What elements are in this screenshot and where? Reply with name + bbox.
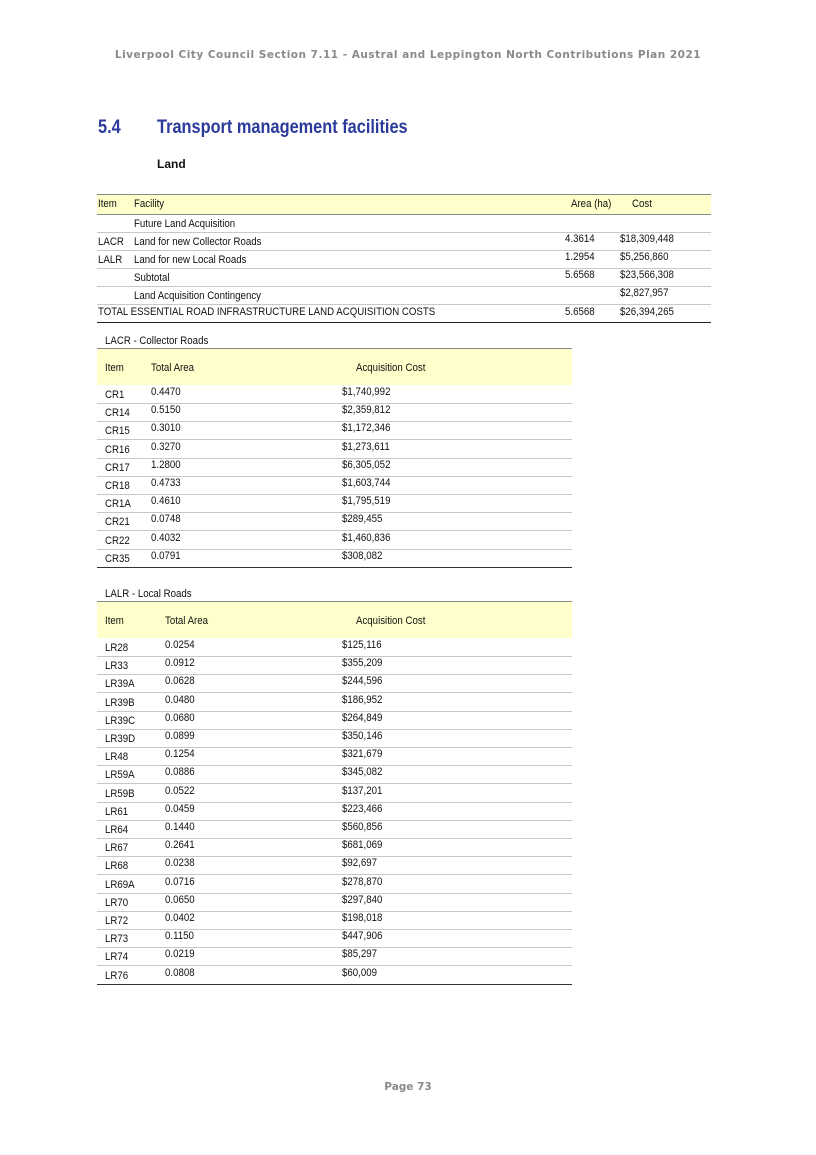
table-row: [97, 911, 572, 930]
row-item: LR39D: [105, 733, 136, 745]
row-acquisition-cost: $308,082: [342, 549, 383, 562]
total-area: 5.6568: [565, 306, 595, 318]
row-item: CR1A: [105, 498, 131, 511]
table-row: [97, 856, 572, 875]
row-total-area: 0.4032: [151, 531, 181, 544]
row-item: LR76: [105, 969, 129, 982]
row-facility: Land Acquisition Contingency: [134, 290, 262, 302]
row-cost: $5,256,860: [620, 251, 669, 263]
row-total-area: 0.1254: [165, 748, 195, 761]
row-item: LR48: [105, 751, 129, 764]
row-acquisition-cost: $137,201: [342, 784, 383, 797]
row-item: CR1: [105, 389, 125, 401]
table-row: [97, 765, 572, 784]
table-row: [97, 693, 572, 712]
row-item: LR28: [105, 642, 129, 654]
row-item: LR64: [105, 824, 129, 836]
row-facility: Future Land Acquisition: [134, 218, 236, 230]
local-roads-table: [97, 601, 572, 987]
table-row: [97, 421, 572, 440]
row-acquisition-cost: $1,460,836: [342, 531, 391, 544]
summary-row: [97, 250, 711, 269]
table-row: [97, 947, 572, 966]
table-row: [97, 838, 572, 857]
row-acquisition-cost: $92,697: [342, 857, 377, 870]
page-header: Liverpool City Council Section 7.11 - Austral and Leppington North Contributions Plan 2021: [114, 49, 702, 61]
row-total-area: 1.2800: [151, 458, 181, 471]
header-item: Item: [105, 362, 124, 374]
row-item: LR72: [105, 915, 129, 927]
summary-total-row: [97, 304, 711, 323]
row-total-area: 0.0912: [165, 657, 195, 670]
row-total-area: 0.0808: [165, 966, 195, 979]
row-total-area: 0.0680: [165, 711, 195, 724]
row-acquisition-cost: $278,870: [342, 875, 383, 888]
row-facility: Land for new Collector Roads: [134, 236, 262, 248]
row-facility: Land for new Local Roads: [134, 254, 247, 266]
row-item: LR59B: [105, 787, 135, 800]
summary-row: [97, 268, 711, 287]
header-item: Item: [105, 615, 124, 627]
row-total-area: 0.0899: [165, 730, 195, 742]
row-item: LR70: [105, 896, 129, 909]
row-acquisition-cost: $355,209: [342, 657, 383, 670]
row-item: CR35: [105, 552, 130, 565]
row-item: LR61: [105, 805, 129, 818]
row-acquisition-cost: $345,082: [342, 766, 383, 779]
row-total-area: 0.0748: [151, 513, 181, 526]
row-acquisition-cost: $681,069: [342, 839, 383, 852]
row-total-area: 0.3270: [151, 440, 181, 453]
header-acquisition-cost: Acquisition Cost: [356, 362, 426, 374]
row-acquisition-cost: $60,009: [342, 966, 377, 979]
table-row: [97, 929, 572, 948]
row-area: 1.2954: [565, 251, 595, 263]
row-item: LR33: [105, 660, 129, 673]
row-item: CR21: [105, 516, 130, 529]
row-acquisition-cost: $244,596: [342, 675, 383, 688]
row-acquisition-cost: $186,952: [342, 693, 383, 706]
row-item: LR69A: [105, 878, 135, 891]
table-row: [97, 966, 572, 985]
row-acquisition-cost: $297,840: [342, 893, 383, 906]
row-acquisition-cost: $560,856: [342, 821, 383, 833]
row-item: CR16: [105, 443, 130, 456]
row-acquisition-cost: $2,359,812: [342, 404, 391, 417]
local-table-title: LALR - Local Roads: [105, 588, 192, 600]
collector-header-row: [97, 348, 572, 385]
header-cost: Cost: [632, 198, 652, 210]
table-row: [97, 656, 572, 675]
section-title: Transport management facilities: [157, 117, 408, 138]
row-acquisition-cost: $264,849: [342, 711, 383, 724]
row-total-area: 0.0791: [151, 549, 181, 562]
table-row: [97, 385, 572, 404]
row-total-area: 0.5150: [151, 404, 181, 417]
row-total-area: 0.0219: [165, 948, 195, 961]
row-area: 5.6568: [565, 269, 595, 281]
row-acquisition-cost: $198,018: [342, 912, 383, 924]
row-item: CR22: [105, 534, 130, 547]
row-acquisition-cost: $1,273,611: [342, 440, 390, 453]
header-total-area: Total Area: [151, 362, 195, 374]
table-row: [97, 476, 572, 495]
row-acquisition-cost: $321,679: [342, 748, 383, 761]
table-row: [97, 674, 572, 693]
table-row: [97, 747, 572, 766]
table-row: [97, 893, 572, 912]
summary-row: [97, 286, 711, 305]
page-number: Page 73: [384, 1081, 432, 1093]
row-cost: $2,827,957: [620, 287, 669, 299]
table-row: [97, 802, 572, 821]
total-cost: $26,394,265: [620, 306, 674, 318]
row-item: LR73: [105, 933, 129, 946]
row-total-area: 0.4470: [151, 386, 181, 398]
header-facility: Facility: [134, 198, 165, 210]
row-item: CR15: [105, 425, 130, 438]
row-total-area: 0.0628: [165, 675, 195, 688]
row-item: LR68: [105, 860, 129, 873]
row-total-area: 0.0402: [165, 912, 195, 924]
row-total-area: 0.4610: [151, 495, 181, 508]
row-acquisition-cost: $223,466: [342, 802, 383, 815]
collector-table-title: LACR - Collector Roads: [105, 335, 209, 347]
row-total-area: 0.0650: [165, 893, 195, 906]
table-row: [97, 875, 572, 894]
row-cost: $23,566,308: [620, 269, 674, 281]
row-item: CR17: [105, 461, 130, 474]
table-row: [97, 531, 572, 550]
row-item: LR59A: [105, 769, 135, 782]
local-header-row: [97, 601, 572, 638]
row-item: CR14: [105, 407, 130, 420]
row-total-area: 0.0254: [165, 639, 195, 651]
row-acquisition-cost: $1,172,346: [342, 422, 391, 435]
row-item: LR67: [105, 842, 129, 855]
row-area: 4.3614: [565, 233, 595, 245]
row-total-area: 0.1150: [165, 930, 194, 943]
total-label: TOTAL ESSENTIAL ROAD INFRASTRUCTURE LAND ACQUISITION COSTS: [98, 306, 436, 318]
row-item: CR18: [105, 480, 130, 492]
row-item: LACR: [98, 236, 124, 248]
header-area: Area (ha): [571, 198, 612, 210]
row-total-area: 0.0886: [165, 766, 195, 779]
subheading: Land: [157, 157, 186, 171]
row-acquisition-cost: $350,146: [342, 730, 383, 742]
summary-table: [97, 194, 711, 320]
table-row: [97, 512, 572, 531]
row-total-area: 0.2641: [165, 839, 195, 852]
row-item: LALR: [98, 254, 123, 266]
table-row: [97, 638, 572, 657]
row-total-area: 0.4733: [151, 477, 181, 489]
row-cost: $18,309,448: [620, 233, 674, 245]
table-row: [97, 458, 572, 477]
summary-row: [97, 214, 711, 233]
row-acquisition-cost: $1,740,992: [342, 386, 391, 398]
row-total-area: 0.0459: [165, 802, 195, 815]
row-total-area: 0.0522: [165, 784, 195, 797]
row-total-area: 0.3010: [151, 422, 181, 435]
header-total-area: Total Area: [165, 615, 209, 627]
row-total-area: 0.0480: [165, 693, 195, 706]
row-total-area: 0.1440: [165, 821, 195, 833]
summary-header-row: [97, 194, 711, 215]
row-item: LR39B: [105, 696, 135, 709]
table-row: [97, 711, 572, 730]
row-acquisition-cost: $1,603,744: [342, 477, 391, 489]
table-row: [97, 494, 572, 513]
table-row: [97, 784, 572, 803]
row-total-area: 0.0238: [165, 857, 195, 870]
row-acquisition-cost: $6,305,052: [342, 458, 391, 471]
row-item: LR39A: [105, 678, 135, 691]
table-row: [97, 549, 572, 568]
collector-roads-table: [97, 348, 572, 573]
table-row: [97, 729, 572, 748]
header-acquisition-cost: Acquisition Cost: [356, 615, 426, 627]
header-item: Item: [98, 198, 117, 210]
section-number: 5.4: [98, 117, 121, 138]
table-row: [97, 403, 572, 422]
table-row: [97, 820, 572, 839]
row-facility: Subtotal: [134, 272, 170, 284]
row-acquisition-cost: $447,906: [342, 930, 383, 943]
row-acquisition-cost: $289,455: [342, 513, 383, 526]
row-acquisition-cost: $1,795,519: [342, 495, 391, 508]
row-acquisition-cost: $85,297: [342, 948, 377, 961]
table-row: [97, 440, 572, 459]
row-acquisition-cost: $125,116: [342, 639, 382, 651]
row-total-area: 0.0716: [165, 875, 195, 888]
row-item: LR74: [105, 951, 129, 964]
row-item: LR39C: [105, 714, 136, 727]
summary-row: [97, 232, 711, 251]
